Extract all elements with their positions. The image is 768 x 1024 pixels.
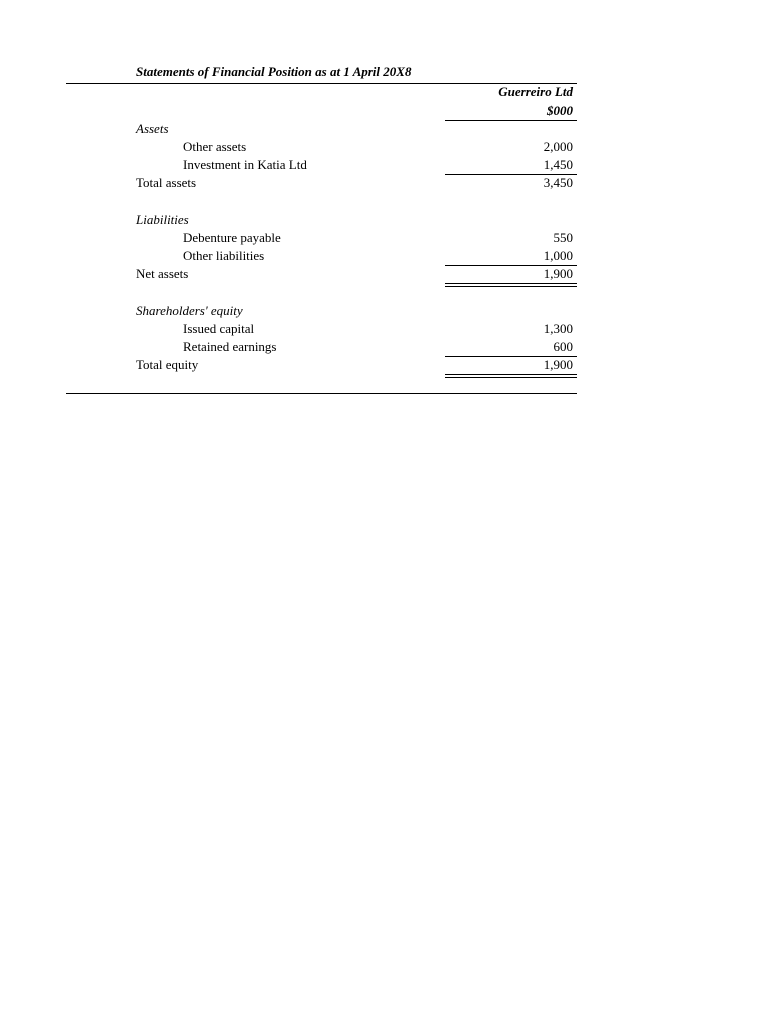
total-equity-double-rule [445,374,577,378]
table-row [0,247,768,265]
retained-earnings-value: 600 [553,339,573,354]
equity-heading-row [0,302,768,320]
net-assets-label: Net assets [136,266,189,281]
column-header-entity: Guerreiro Ltd [498,84,573,99]
other-assets-value: 2,000 [543,139,573,154]
net-assets-double-rule [445,283,577,287]
assets-heading-row [0,120,768,138]
table-row [0,156,768,174]
net-assets-value: 1,900 [543,266,573,281]
issued-capital-value: 1,300 [543,321,573,336]
retained-earnings-label: Retained earnings [183,339,277,354]
investment-katia-label: Investment in Katia Ltd [183,157,307,172]
investment-katia-value: 1,450 [543,157,573,172]
column-header-entity-row [0,83,768,101]
other-liabilities-label: Other liabilities [183,248,265,263]
liabilities-heading-row [0,211,768,229]
table-row [0,320,768,338]
total-equity-label: Total equity [136,357,199,372]
table-row [0,356,768,374]
debenture-payable-value: 550 [553,230,573,245]
liabilities-heading: Liabilities [136,212,189,227]
assets-heading: Assets [136,121,169,136]
table-row [0,229,768,247]
table-row [0,174,768,192]
table-row [0,338,768,356]
issued-capital-label: Issued capital [183,321,255,336]
debenture-payable-label: Debenture payable [183,230,281,245]
total-equity-value: 1,900 [543,357,573,372]
statement-title: Statements of Financial Position as at 1 April 20X8 [136,64,412,79]
other-assets-label: Other assets [183,139,247,154]
table-row [0,265,768,283]
total-assets-value: 3,450 [543,175,573,190]
bottom-rule [66,393,577,394]
equity-heading: Shareholders' equity [136,303,243,318]
other-liabilities-value: 1,000 [543,248,573,263]
total-assets-label: Total assets [136,175,197,190]
column-header-unit: $000 [547,103,573,118]
table-row [0,138,768,156]
column-header-unit-row [0,102,768,120]
